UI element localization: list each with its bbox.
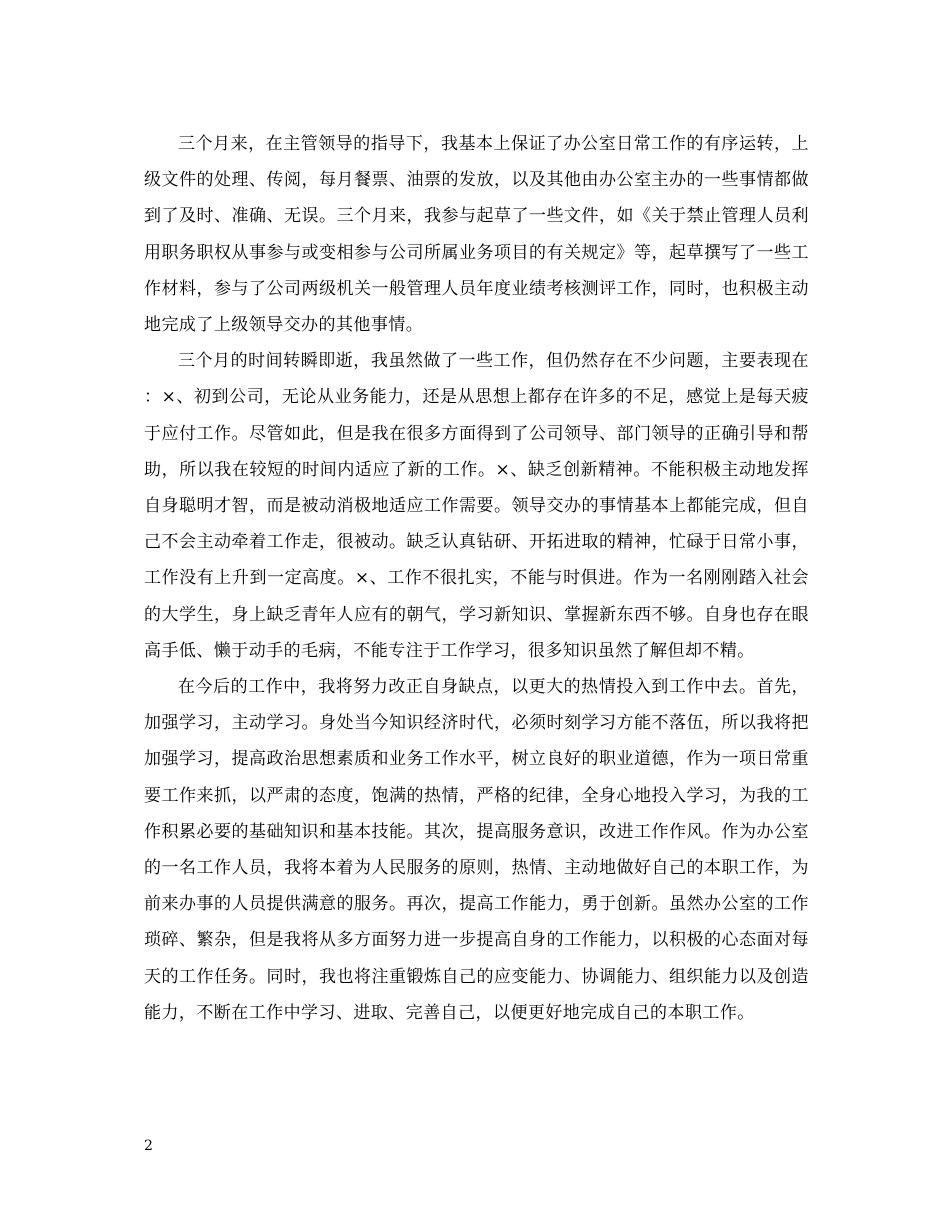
paragraph-1: 三个月来，在主管领导的指导下，我基本上保证了办公室日常工作的有序运转，上级文件的处理、传阅，每月餐票、油票的发放，以及其他由办公室主办的一些事情都做到了及时、准确、无误。三个月来，我参与起草了一些文件，如《关于禁止管理人员利用职务职权从事参与或变相参与公司所属业务项目的有关规定》等，起草撰写了一些工作材料，参与了公司两级机关一般管理人员年度业绩考核测评工作，同时，也积极主动地完成了上级领导交办的其他事情。	[144, 134, 809, 336]
document-body	[144, 126, 809, 1031]
page-number: 2	[144, 1138, 153, 1154]
paragraph-2: 三个月的时间转瞬即逝，我虽然做了一些工作，但仍然存在不少问题，主要表现在：×、初到公司，无论从业务能力，还是从思想上都存在许多的不足，感觉上是每天疲于应付工作。尽管如此，但是我在很多方面得到了公司领导、部门领导的正确引导和帮助，所以我在较短的时间内适应了新的工作。×、缺乏创新精神。不能积极主动地发挥自身聪明才智，而是被动消极地适应工作需要。领导交办的事情基本上都能完成，但自己不会主动牵着工作走，很被动。缺乏认真钻研、开拓进取的精神，忙碌于日常小事，工作没有上升到一定高度。×、工作不很扎实，不能与时俱进。作为一名刚刚踏入社会的大学生，身上缺乏青年人应有的朝气，学习新知识、掌握新东西不够。自身也存在眼高手低、懒于动手的毛病，不能专注于工作学习，很多知识虽然了解但却不精。	[144, 351, 809, 661]
paragraph-3: 在今后的工作中，我将努力改正自身缺点，以更大的热情投入到工作中去。首先，加强学习，主动学习。身处当今知识经济时代，必须时刻学习方能不落伍，所以我将把加强学习，提高政治思想素质和业务工作水平，树立良好的职业道德，作为一项日常重要工作来抓，以严肃的态度，饱满的热情，严格的纪律，全身心地投入学习，为我的工作积累必要的基础知识和基本技能。其次，提高服务意识，改进工作作风。作为办公室的一名工作人员，我将本着为人民服务的原则，热情、主动地做好自己的本职工作，为前来办事的人员提供满意的服务。再次，提高工作能力，勇于创新。虽然办公室的工作琐碎、繁杂，但是我将从多方面努力进一步提高自身的工作能力，以积极的心态面对每天的工作任务。同时，我也将注重锻炼自己的应变能力、协调能力、组织能力以及创造能力，不断在工作中学习、进取、完善自己，以便更好地完成自己的本职工作。	[144, 677, 809, 1023]
